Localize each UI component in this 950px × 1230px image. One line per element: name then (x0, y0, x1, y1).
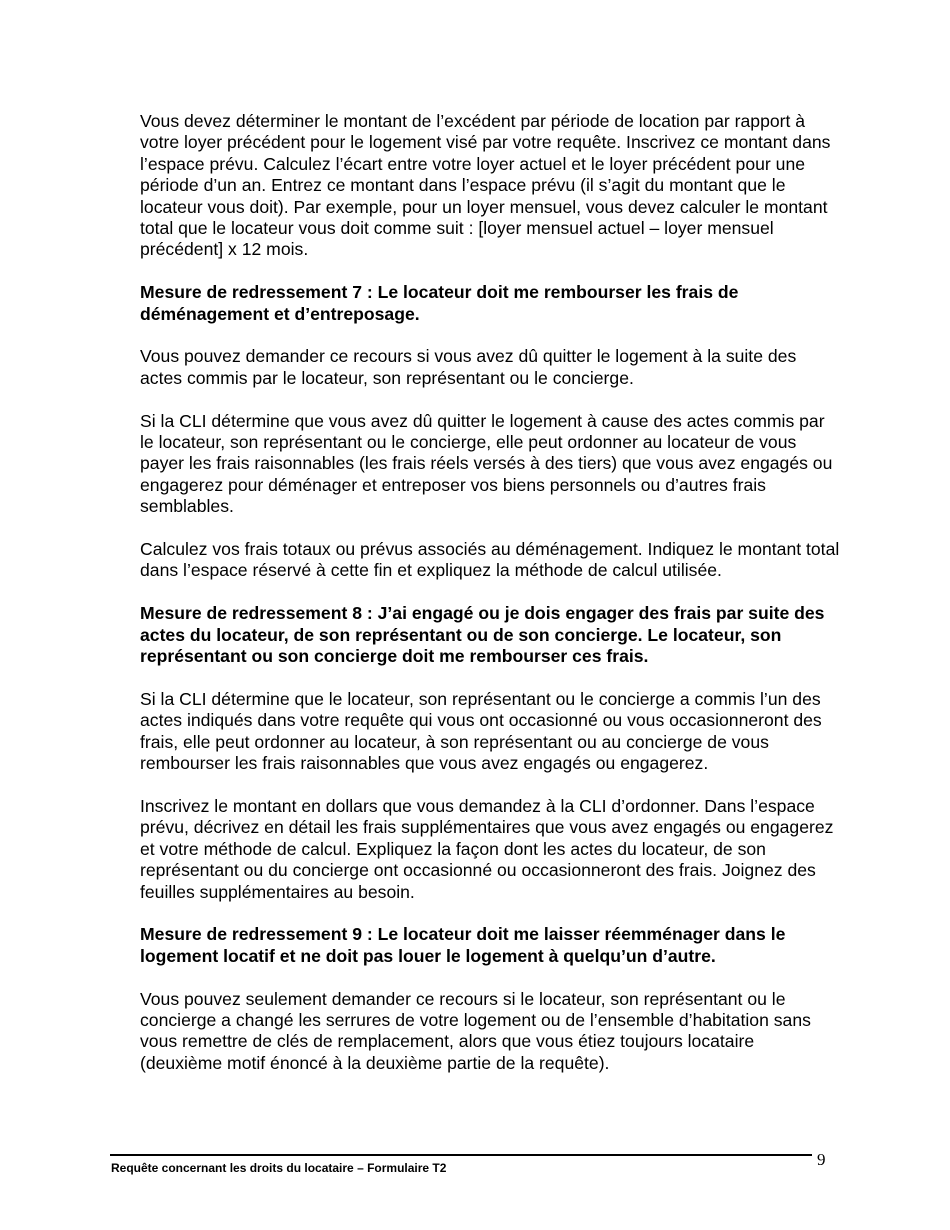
heading-remedy-8: Mesure de redressement 8 : J’ai engagé ou je dois engager des frais par suite des actes du locateur, de son représentant ou de son concierge. Le locateur, son représentant ou son concierge doit me rembourser ces frais. (140, 603, 825, 667)
paragraph-remedy-7-order: Si la CLI détermine que vous avez dû quitter le logement à cause des actes commis par le locateur, son représentant ou le concierge, elle peut ordonner au locateur de vous payer les frais raisonnables (les frais réels versés à des tiers) que vous avez engagés ou engagerez pour déménager et entreposer vos biens personnels ou d’autres frais semblables. (140, 410, 833, 517)
document-body (140, 111, 840, 1096)
footer-form-title: Requête concernant les droits du locataire – Formulaire T2 (111, 1161, 447, 1175)
paragraph-remedy-7-calculation: Calculez vos frais totaux ou prévus associés au déménagement. Indiquez le montant total dans l’espace réservé à cette fin et expliquez la méthode de calcul utilisée. (140, 539, 840, 581)
footer-divider (110, 1154, 812, 1156)
paragraph-remedy-7-eligibility: Vous pouvez demander ce recours si vous avez dû quitter le logement à la suite des actes commis par le locateur, son représentant ou le concierge. (140, 346, 797, 388)
paragraph-remedy-8-amount: Inscrivez le montant en dollars que vous demandez à la CLI d’ordonner. Dans l’espace prévu, décrivez en détail les frais supplémentaires que vous avez engagés ou engagerez et votre méthode de calcul. Expliquez la façon dont les actes du locateur, de son représentant ou du concierge ont occasionné ou occasionneront des frais. Joignez des feuilles supplémentaires au besoin. (140, 795, 834, 902)
paragraph-remedy-9-eligibility: Vous pouvez seulement demander ce recours si le locateur, son représentant ou le concierge a changé les serrures de votre logement ou de l’ensemble d’habitation sans vous remettre de clés de remplacement, alors que vous étiez toujours locataire (deuxième motif énoncé à la deuxième partie de la requête). (140, 988, 811, 1073)
page-number: 9 (817, 1150, 826, 1169)
heading-remedy-7: Mesure de redressement 7 : Le locateur doit me rembourser les frais de déménagement et d’entreposage. (140, 282, 739, 324)
heading-remedy-9: Mesure de redressement 9 : Le locateur doit me laisser réemménager dans le logement locatif et ne doit pas louer le logement à quelqu’un d’autre. (140, 924, 786, 966)
paragraph-excess-rent: Vous devez déterminer le montant de l’excédent par période de location par rapport à votre loyer précédent pour le logement visé par votre requête. Inscrivez ce montant dans l’espace prévu. Calculez l’écart entre votre loyer actuel et le loyer précédent pour une période d’un an. Entrez ce montant dans l’espace prévu (il s’agit du montant que le locateur vous doit). Par exemple, pour un loyer mensuel, vous devez calculer le montant total que le locateur vous doit comme suit : [loyer mensuel actuel – loyer mensuel précédent] x 12 mois. (140, 111, 831, 260)
paragraph-remedy-8-order: Si la CLI détermine que le locateur, son représentant ou le concierge a commis l’un des actes indiqués dans votre requête qui vous ont occasionné ou vous occasionneront des frais, elle peut ordonner au locateur, à son représentant ou au concierge de vous rembourser les frais raisonnables que vous avez engagés ou engagerez. (140, 688, 822, 774)
